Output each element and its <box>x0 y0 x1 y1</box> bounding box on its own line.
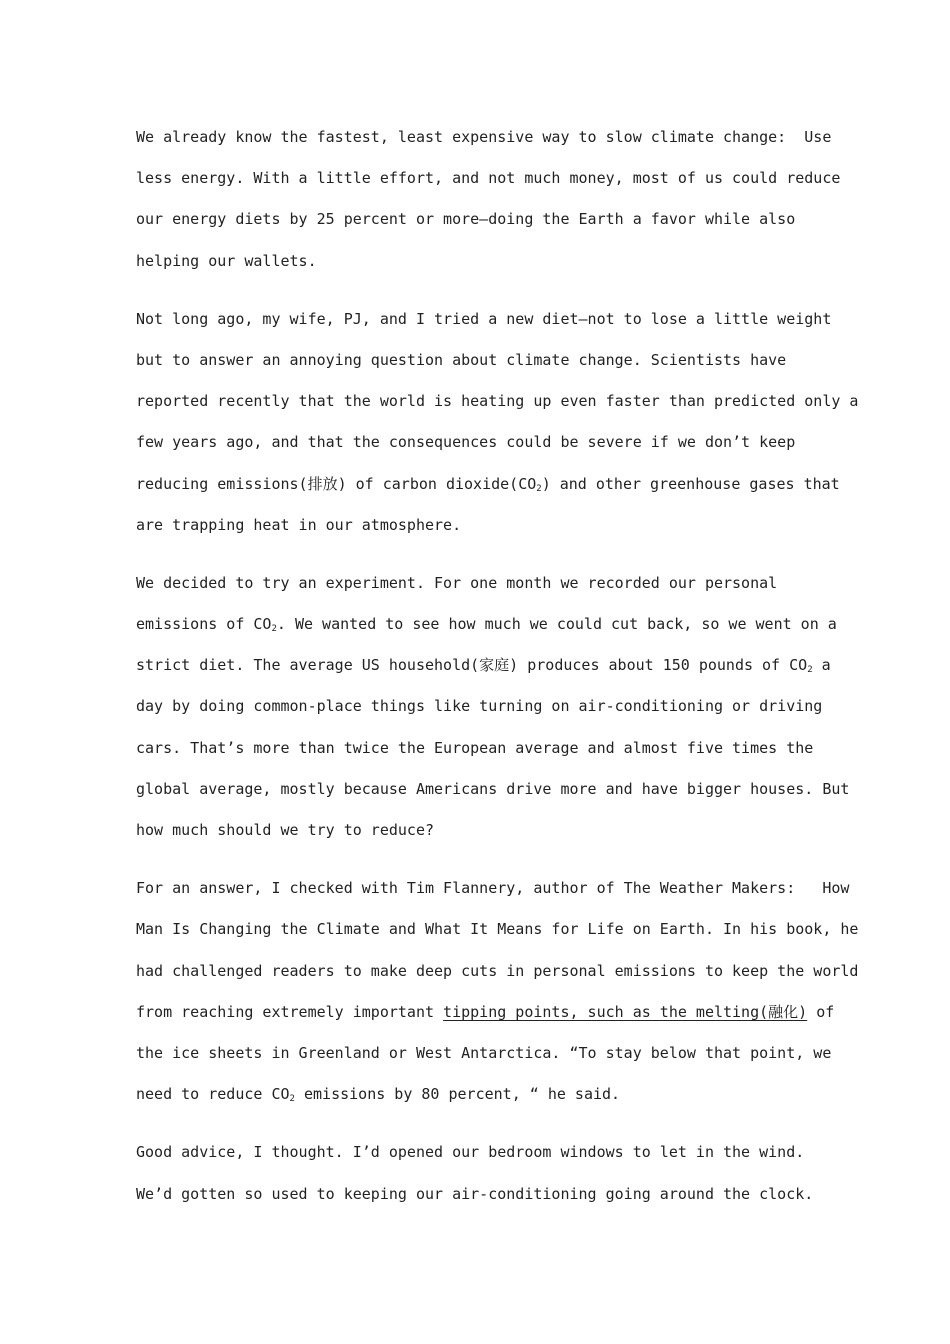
text-line: Man Is Changing the Climate and What It Means for Life on Earth. In his book, he <box>136 920 859 939</box>
text-line: global average, mostly because Americans drive more and have bigger houses. But <box>136 779 850 798</box>
subscript: 2 <box>289 1094 295 1105</box>
paragraph-4 <box>136 873 859 1120</box>
subscript: 2 <box>536 483 542 494</box>
text-line: Not long ago, my wife, PJ, and I tried a new diet—not to lose a little weight <box>136 309 832 328</box>
text-line: We decided to try an experiment. For one month we recorded our personal <box>136 573 778 592</box>
text-span: a <box>812 656 831 675</box>
underlined-phrase: tipping points, such as the melting(融化) <box>443 1002 808 1021</box>
text-line: helping our wallets. <box>136 251 317 270</box>
text-line: the ice sheets in Greenland or West Antarctica. “To stay below that point, we <box>136 1043 832 1062</box>
text-line <box>136 609 837 650</box>
text-line: how much should we try to reduce? <box>136 821 435 839</box>
text-line <box>136 997 835 1038</box>
paragraph-1 <box>136 122 841 287</box>
text-span: emissions of CO <box>136 615 272 634</box>
paragraph-5 <box>136 1137 816 1219</box>
text-span: emissions by 80 percent, “ he said. <box>294 1085 621 1104</box>
text-line: our energy diets by 25 percent or more—doing the Earth a favor while also <box>136 210 796 229</box>
text-line <box>136 469 840 510</box>
text-span: from reaching extremely important <box>136 1002 444 1021</box>
text-span: need to reduce CO <box>136 1085 290 1104</box>
text-line: are trapping heat in our atmosphere. <box>136 515 462 534</box>
paragraph-gap <box>136 1120 816 1137</box>
text-line: less energy. With a little effort, and not much money, most of us could reduce <box>136 169 841 188</box>
paragraph-gap <box>136 551 816 568</box>
paragraph-3 <box>136 568 850 856</box>
text-line: For an answer, I checked with Tim Flannery, author of The Weather Makers: How <box>136 879 850 898</box>
text-span: . We wanted to see how much we could cut back, so we went on a <box>276 615 837 634</box>
text-line: but to answer an annoying question about climate change. Scientists have <box>136 350 787 369</box>
text-line <box>136 650 831 691</box>
paragraph-gap <box>136 287 816 304</box>
paragraph-2 <box>136 304 859 551</box>
text-span: strict diet. The average US household(家庭) produces about 150 pounds of CO <box>136 656 808 675</box>
text-line: day by doing common-place things like turning on air-conditioning or driving <box>136 697 823 716</box>
text-line: cars. That’s more than twice the European average and almost five times the <box>136 738 814 757</box>
text-span: of <box>807 1002 835 1021</box>
text-line: had challenged readers to make deep cuts in personal emissions to keep the world <box>136 961 859 980</box>
subscript: 2 <box>271 624 277 635</box>
text-line: reported recently that the world is heating up even faster than predicted only a <box>136 392 859 411</box>
text-line <box>136 1079 816 1120</box>
text-line: few years ago, and that the consequences could be severe if we don’t keep <box>136 433 796 452</box>
text-line: Good advice, I thought. I’d opened our bedroom windows to let in the wind. <box>136 1143 805 1162</box>
text-line: We already know the fastest, least expensive way to slow climate change: Use <box>136 128 832 146</box>
text-span: ) and other greenhouse gases that <box>541 474 840 493</box>
paragraph-gap <box>136 856 816 873</box>
subscript: 2 <box>807 665 813 676</box>
text-line: We’d gotten so used to keeping our air-conditioning going around the clock. <box>136 1184 814 1203</box>
text-span: reducing emissions(排放) of carbon dioxide(CO <box>136 474 537 493</box>
document-page <box>136 122 859 1220</box>
